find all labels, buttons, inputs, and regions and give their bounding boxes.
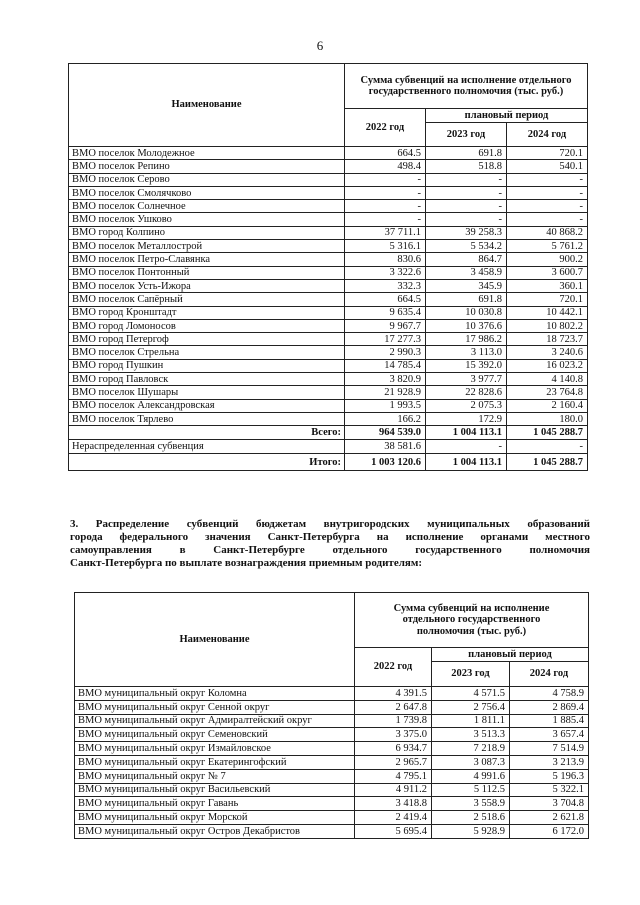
section-3-title-line: города федерального значения Санкт-Петербурга на исполнение органами местного xyxy=(70,531,590,543)
row-2024: - xyxy=(507,200,588,213)
total-2024: 1 045 288.7 xyxy=(507,426,588,440)
row-2024: 10 442.1 xyxy=(507,306,588,319)
row-2024: 2 869.4 xyxy=(510,700,589,714)
row-2023: 2 075.3 xyxy=(426,399,507,412)
row-2024: 4 758.9 xyxy=(510,687,589,701)
table-row xyxy=(69,412,588,425)
row-name: ВМО поселок Сапёрный xyxy=(69,293,345,306)
table-row xyxy=(75,769,589,783)
table-row xyxy=(69,147,588,160)
row-name: ВМО поселок Петро-Славянка xyxy=(69,253,345,266)
row-2022: 3 375.0 xyxy=(355,728,432,742)
row-2022: 4 911.2 xyxy=(355,783,432,797)
row-2024: - xyxy=(507,186,588,199)
row-name: ВМО город Кронштадт xyxy=(69,306,345,319)
row-name: ВМО муниципальный округ Измайловское xyxy=(75,742,355,756)
row-2024: 2 621.8 xyxy=(510,811,589,825)
row-2022: 17 277.3 xyxy=(345,333,426,346)
row-2024: 5 322.1 xyxy=(510,783,589,797)
row-2022: 5 695.4 xyxy=(355,824,432,838)
header-2023: 2023 год xyxy=(432,662,510,687)
row-2023: 4 571.5 xyxy=(432,687,510,701)
row-2022: 2 965.7 xyxy=(355,755,432,769)
row-2023: 7 218.9 xyxy=(432,742,510,756)
row-2022: 2 990.3 xyxy=(345,346,426,359)
table-row xyxy=(69,200,588,213)
row-name: ВМО город Колпино xyxy=(69,226,345,239)
row-2023: 5 534.2 xyxy=(426,240,507,253)
subsidy-table-2 xyxy=(74,592,589,839)
row-2024: 3 600.7 xyxy=(507,266,588,279)
row-2022: 2 647.8 xyxy=(355,700,432,714)
row-name: ВМО муниципальный округ Гавань xyxy=(75,797,355,811)
unallocated-2022: 38 581.6 xyxy=(345,440,426,454)
row-2024: - xyxy=(507,213,588,226)
row-2022: 498.4 xyxy=(345,160,426,173)
row-2023: 864.7 xyxy=(426,253,507,266)
section-3-title-line: Санкт-Петербурга по выплате вознаграждения приемным родителям: xyxy=(70,557,422,569)
table-row xyxy=(75,797,589,811)
row-2023: 17 986.2 xyxy=(426,333,507,346)
table-row xyxy=(69,160,588,173)
row-name: ВМО муниципальный округ Коломна xyxy=(75,687,355,701)
row-2023: - xyxy=(426,213,507,226)
row-name: ВМО муниципальный округ Адмиралтейский округ xyxy=(75,714,355,728)
table1-body xyxy=(69,147,588,426)
table-row xyxy=(69,386,588,399)
grand-total-row xyxy=(69,454,588,471)
table-row xyxy=(75,714,589,728)
table-row xyxy=(69,240,588,253)
table-row xyxy=(69,173,588,186)
table-row xyxy=(69,346,588,359)
row-2024: 3 240.6 xyxy=(507,346,588,359)
table2-body xyxy=(75,687,589,839)
row-2023: 22 828.6 xyxy=(426,386,507,399)
table-row xyxy=(75,728,589,742)
section-3-title-line: самоуправления в Санкт-Петербурге отдельного государственного полномочия xyxy=(70,544,590,556)
row-2022: 9 635.4 xyxy=(345,306,426,319)
row-2024: 40 868.2 xyxy=(507,226,588,239)
row-2022: 21 928.9 xyxy=(345,386,426,399)
total-2022: 964 539.0 xyxy=(345,426,426,440)
row-2023: 5 928.9 xyxy=(432,824,510,838)
table-row xyxy=(69,279,588,292)
row-name: ВМО муниципальный округ Васильевский xyxy=(75,783,355,797)
table-row xyxy=(69,359,588,372)
row-2022: 166.2 xyxy=(345,412,426,425)
row-2022: 664.5 xyxy=(345,147,426,160)
row-2022: 2 419.4 xyxy=(355,811,432,825)
row-2022: 14 785.4 xyxy=(345,359,426,372)
row-2022: 3 322.6 xyxy=(345,266,426,279)
total-label: Всего: xyxy=(69,426,345,440)
row-2022: 6 934.7 xyxy=(355,742,432,756)
row-2024: 18 723.7 xyxy=(507,333,588,346)
row-2023: 2 756.4 xyxy=(432,700,510,714)
row-2024: 720.1 xyxy=(507,293,588,306)
table-row xyxy=(69,399,588,412)
row-name: ВМО поселок Металлострой xyxy=(69,240,345,253)
header-name: Наименование xyxy=(75,593,355,687)
row-name: ВМО поселок Усть-Ижора xyxy=(69,279,345,292)
row-2024: 2 160.4 xyxy=(507,399,588,412)
row-2023: 3 977.7 xyxy=(426,373,507,386)
row-2023: 5 112.5 xyxy=(432,783,510,797)
row-2022: 37 711.1 xyxy=(345,226,426,239)
row-2022: - xyxy=(345,213,426,226)
section-3-title-line: 3. Распределение субвенций бюджетам внутригородских муниципальных образований xyxy=(70,518,590,530)
table-row xyxy=(75,755,589,769)
row-2023: - xyxy=(426,200,507,213)
table-row xyxy=(69,373,588,386)
unallocated-2024: - xyxy=(507,440,588,454)
header-2022: 2022 год xyxy=(345,109,426,147)
row-name: ВМО муниципальный округ Екатерингофский xyxy=(75,755,355,769)
header-name: Наименование xyxy=(69,64,345,147)
row-2024: 5 761.2 xyxy=(507,240,588,253)
row-name: ВМО поселок Шушары xyxy=(69,386,345,399)
row-name: ВМО поселок Смолячково xyxy=(69,186,345,199)
row-2024: 3 657.4 xyxy=(510,728,589,742)
unallocated-row xyxy=(69,440,588,454)
row-2023: 15 392.0 xyxy=(426,359,507,372)
table-row xyxy=(69,253,588,266)
row-2023: 3 113.0 xyxy=(426,346,507,359)
row-name: ВМО поселок Молодежное xyxy=(69,147,345,160)
section-3-title xyxy=(70,518,590,570)
total-2023: 1 004 113.1 xyxy=(426,426,507,440)
row-2023: 3 513.3 xyxy=(432,728,510,742)
row-name: ВМО муниципальный округ Сенной округ xyxy=(75,700,355,714)
grand-total-2024: 1 045 288.7 xyxy=(507,454,588,471)
row-name: ВМО город Павловск xyxy=(69,373,345,386)
header-sum: Сумма субвенций на исполнение отдельного государственного полномочия (тыс. руб.) xyxy=(345,64,588,109)
row-2023: 4 991.6 xyxy=(432,769,510,783)
row-2024: 1 885.4 xyxy=(510,714,589,728)
header-2024: 2024 год xyxy=(507,123,588,147)
row-2023: 518.8 xyxy=(426,160,507,173)
row-2024: 5 196.3 xyxy=(510,769,589,783)
header-planned-period: плановый период xyxy=(426,109,588,123)
table-row xyxy=(69,226,588,239)
row-2024: - xyxy=(507,173,588,186)
row-2022: - xyxy=(345,186,426,199)
table-row xyxy=(75,742,589,756)
row-2023: 1 811.1 xyxy=(432,714,510,728)
row-2023: 345.9 xyxy=(426,279,507,292)
row-2023: 691.8 xyxy=(426,293,507,306)
row-2023: 3 087.3 xyxy=(432,755,510,769)
grand-total-label: Итого: xyxy=(69,454,345,471)
header-sum: Сумма субвенций на исполнение отдельного государственного полномочия (тыс. руб.) xyxy=(355,593,589,648)
row-2024: 7 514.9 xyxy=(510,742,589,756)
page-number: 6 xyxy=(316,38,324,53)
total-row xyxy=(69,426,588,440)
row-2022: 332.3 xyxy=(345,279,426,292)
subsidy-table-1 xyxy=(68,63,588,471)
row-name: ВМО муниципальный округ Морской xyxy=(75,811,355,825)
row-2024: 3 704.8 xyxy=(510,797,589,811)
table-row xyxy=(69,319,588,332)
row-name: ВМО поселок Стрельна xyxy=(69,346,345,359)
row-2023: 172.9 xyxy=(426,412,507,425)
row-2024: 23 764.8 xyxy=(507,386,588,399)
row-name: ВМО поселок Репино xyxy=(69,160,345,173)
table-row xyxy=(69,333,588,346)
row-2023: 39 258.3 xyxy=(426,226,507,239)
table-row xyxy=(69,186,588,199)
row-2024: 6 172.0 xyxy=(510,824,589,838)
row-name: ВМО поселок Тярлево xyxy=(69,412,345,425)
row-2022: 1 993.5 xyxy=(345,399,426,412)
header-2023: 2023 год xyxy=(426,123,507,147)
row-name: ВМО поселок Александровская xyxy=(69,399,345,412)
row-2024: 900.2 xyxy=(507,253,588,266)
table-row xyxy=(75,783,589,797)
row-2023: - xyxy=(426,173,507,186)
row-2022: 3 418.8 xyxy=(355,797,432,811)
table-row xyxy=(75,700,589,714)
row-name: ВМО город Пушкин xyxy=(69,359,345,372)
row-name: ВМО муниципальный округ Семеновский xyxy=(75,728,355,742)
row-2024: 180.0 xyxy=(507,412,588,425)
header-2024: 2024 год xyxy=(510,662,589,687)
row-name: ВМО поселок Серово xyxy=(69,173,345,186)
table-row xyxy=(69,213,588,226)
table-row xyxy=(69,306,588,319)
grand-total-2023: 1 004 113.1 xyxy=(426,454,507,471)
grand-total-2022: 1 003 120.6 xyxy=(345,454,426,471)
row-2022: 9 967.7 xyxy=(345,319,426,332)
row-2023: 10 376.6 xyxy=(426,319,507,332)
row-2023: - xyxy=(426,186,507,199)
row-2024: 3 213.9 xyxy=(510,755,589,769)
table-row xyxy=(75,811,589,825)
unallocated-label: Нераспределенная субвенция xyxy=(69,440,345,454)
row-2024: 4 140.8 xyxy=(507,373,588,386)
row-2023: 3 558.9 xyxy=(432,797,510,811)
row-name: ВМО поселок Солнечное xyxy=(69,200,345,213)
row-2022: 5 316.1 xyxy=(345,240,426,253)
row-name: ВМО город Ломоносов xyxy=(69,319,345,332)
table-row xyxy=(75,824,589,838)
row-2022: 1 739.8 xyxy=(355,714,432,728)
row-2023: 10 030.8 xyxy=(426,306,507,319)
row-2022: - xyxy=(345,173,426,186)
table-row xyxy=(69,266,588,279)
row-name: ВМО поселок Ушково xyxy=(69,213,345,226)
row-2022: 4 391.5 xyxy=(355,687,432,701)
row-2024: 16 023.2 xyxy=(507,359,588,372)
row-name: ВМО муниципальный округ Остров Декабристов xyxy=(75,824,355,838)
row-2022: - xyxy=(345,200,426,213)
row-name: ВМО город Петергоф xyxy=(69,333,345,346)
row-2022: 4 795.1 xyxy=(355,769,432,783)
row-2024: 540.1 xyxy=(507,160,588,173)
row-2022: 830.6 xyxy=(345,253,426,266)
row-name: ВМО муниципальный округ № 7 xyxy=(75,769,355,783)
header-2022: 2022 год xyxy=(355,648,432,687)
row-2023: 2 518.6 xyxy=(432,811,510,825)
row-name: ВМО поселок Понтонный xyxy=(69,266,345,279)
row-2022: 3 820.9 xyxy=(345,373,426,386)
header-planned-period: плановый период xyxy=(432,648,589,662)
row-2023: 691.8 xyxy=(426,147,507,160)
row-2023: 3 458.9 xyxy=(426,266,507,279)
table-row xyxy=(69,293,588,306)
row-2024: 360.1 xyxy=(507,279,588,292)
row-2024: 720.1 xyxy=(507,147,588,160)
table-row xyxy=(75,687,589,701)
row-2022: 664.5 xyxy=(345,293,426,306)
row-2024: 10 802.2 xyxy=(507,319,588,332)
unallocated-2023: - xyxy=(426,440,507,454)
